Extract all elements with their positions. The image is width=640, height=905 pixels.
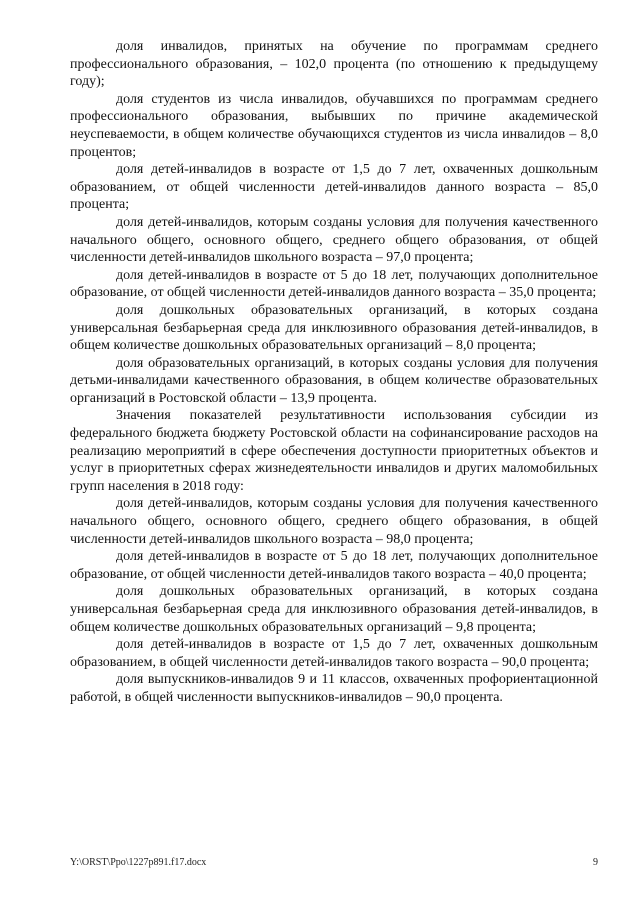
paragraph: доля детей-инвалидов в возрасте от 5 до 18 лет, получающих дополнительное образование, от общей численности детей-инвалидов данного возраста – 35,0 процента; <box>70 267 598 301</box>
paragraph: доля детей-инвалидов в возрасте от 1,5 до 7 лет, охваченных дошкольным образованием, от общей численности детей-инвалидов данного возраста – 85,0 процента; <box>70 162 598 213</box>
document-body <box>70 38 598 707</box>
paragraph: доля детей-инвалидов в возрасте от 1,5 до 7 лет, охваченных дошкольным образованием, в общей численности детей-инвалидов такого возраста – 90,0 процента; <box>70 637 598 670</box>
paragraph: доля студентов из числа инвалидов, обучавшихся по программам среднего профессионального образования, выбывших по причине академической неуспеваемости, в общем количестве обучающихся студентов из числа инвалидов – 8,0 процентов; <box>70 91 598 160</box>
paragraph: доля детей-инвалидов, которым созданы условия для получения качественного начального общего, основного общего, среднего общего образования, в общей численности детей-инвалидов школьного возраста – 98,0 процента; <box>70 496 598 547</box>
file-path: Y:\ORST\Ppo\1227p891.f17.docx <box>70 857 207 868</box>
paragraph: Значения показателей результативности использования субсидии из федерального бюджета бюджету Ростовской области на софинансирование расходов на реализацию мероприятий в сфере обеспечения доступности приоритетных объектов и услуг в приоритетных сферах жизнедеятельности инвалидов и других маломобильных групп населения в 2018 году: <box>70 408 598 494</box>
page-number: 9 <box>593 857 598 868</box>
paragraph: доля дошкольных образовательных организаций, в которых создана универсальная безбарьерная среда для инклюзивного образования детей-инвалидов, в общем количестве дошкольных образовательных организаций – 8,0 процента; <box>70 302 598 354</box>
paragraph: доля детей-инвалидов, которым созданы условия для получения качественного начального общего, основного общего, среднего общего образования, от общей численности детей-инвалидов школьного возраста – 97,0 процента; <box>70 214 598 266</box>
paragraph: доля выпускников-инвалидов 9 и 11 классов, охваченных профориентационной работой, в общей численности выпускников-инвалидов – 90,0 процента. <box>70 672 598 705</box>
page-footer <box>70 857 598 868</box>
paragraph: доля инвалидов, принятых на обучение по программам среднего профессионального образования, – 102,0 процента (по отношению к предыдущему году); <box>70 39 598 90</box>
paragraph: доля детей-инвалидов в возрасте от 5 до 18 лет, получающих дополнительное образование, от общей численности детей-инвалидов такого возраста – 40,0 процента; <box>70 549 598 582</box>
paragraph: доля дошкольных образовательных организаций, в которых создана универсальная безбарьерная среда для инклюзивного образования детей-инвалидов, в общем количестве дошкольных образовательных организаций – 9,8 процента; <box>70 584 598 635</box>
paragraph: доля образовательных организаций, в которых созданы условия для получения детьми-инвалидами качественного образования, в общем количестве образовательных организаций в Ростовской области – 13,9 процента. <box>70 355 598 406</box>
